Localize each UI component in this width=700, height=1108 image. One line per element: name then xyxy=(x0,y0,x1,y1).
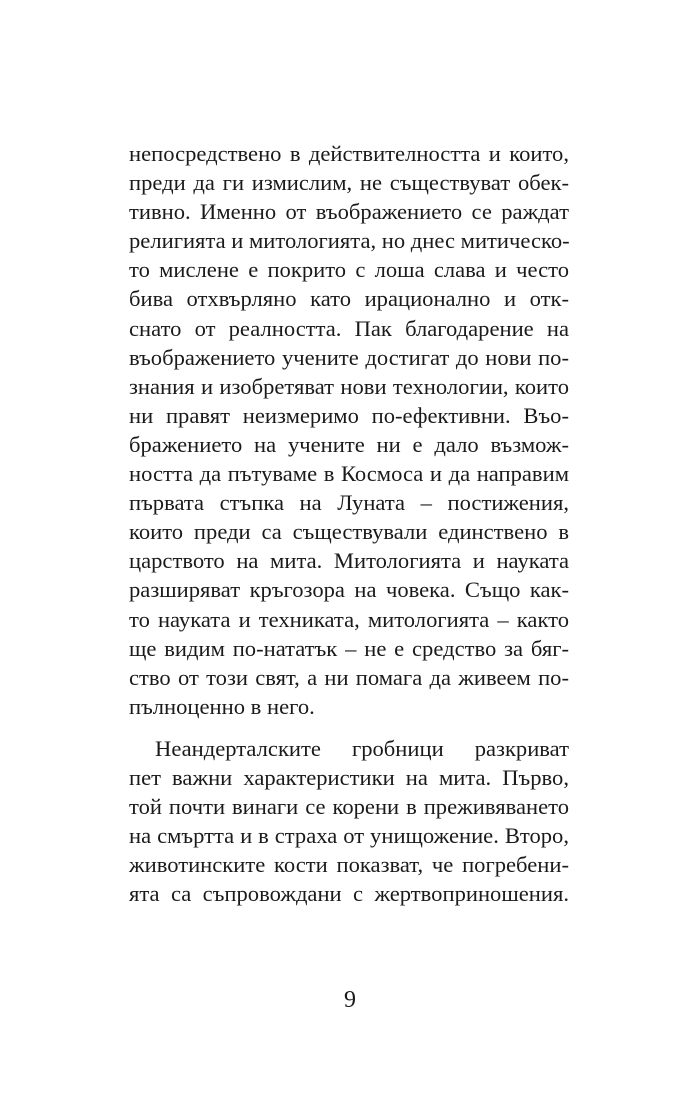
text-line: които преди са съществували единствено в xyxy=(129,519,569,545)
text-line: Неандерталските гробници разкриват xyxy=(155,735,569,761)
text-line: бива отхвърляно като ирационално и отк- xyxy=(129,286,569,312)
text-line: бражението на учените ни е дало възмож- xyxy=(129,431,569,457)
body-text xyxy=(129,139,569,908)
text-line: пълноценно в него. xyxy=(129,693,315,719)
text-line: то науката и техниката, митологията – както xyxy=(129,606,569,632)
text-line: то мислене е покрито с лоша слава и често xyxy=(129,257,569,283)
page-number: 9 xyxy=(344,987,356,1013)
text-line: разширяват кръгозора на човека. Също как- xyxy=(129,577,569,603)
paragraph-1 xyxy=(129,139,569,721)
text-line: ни правят неизмеримо по-ефективни. Въо- xyxy=(129,402,569,428)
paragraph-2 xyxy=(129,734,569,909)
text-line: знания и изобретяват нови технологии, които xyxy=(129,373,569,399)
paragraph-gap xyxy=(129,721,569,734)
text-line: ността да пътуваме в Космоса и да направим xyxy=(129,461,569,487)
text-line: пет важни характеристики на мита. Първо, xyxy=(129,764,569,790)
text-line: ята са съпровождани с жертвоприношения. xyxy=(129,881,569,907)
text-line: въображението учените достигат до нови по- xyxy=(129,344,569,370)
text-line: ство от този свят, а ни помага да живеем по- xyxy=(129,664,569,690)
text-line: тивно. Именно от въображението се раждат xyxy=(129,199,569,225)
text-line: той почти винаги се корени в преживяването xyxy=(129,794,569,820)
text-line: царството на мита. Митологията и науката xyxy=(129,548,569,574)
text-line: ще видим по-нататък – не е средство за бяг- xyxy=(129,635,569,661)
text-line: животинските кости показват, че погребени- xyxy=(129,852,569,878)
text-line: първата стъпка на Луната – постижения, xyxy=(129,490,569,516)
text-line: снато от реалността. Пак благодарение на xyxy=(129,315,569,341)
text-line: непосредствено в действителността и които, xyxy=(129,141,569,166)
text-line: религията и митологията, но днес митическо- xyxy=(129,228,570,254)
text-line: преди да ги измислим, не съществуват обек- xyxy=(129,170,569,196)
text-line: на смъртта и в страха от унищожение. Второ, xyxy=(129,823,569,849)
